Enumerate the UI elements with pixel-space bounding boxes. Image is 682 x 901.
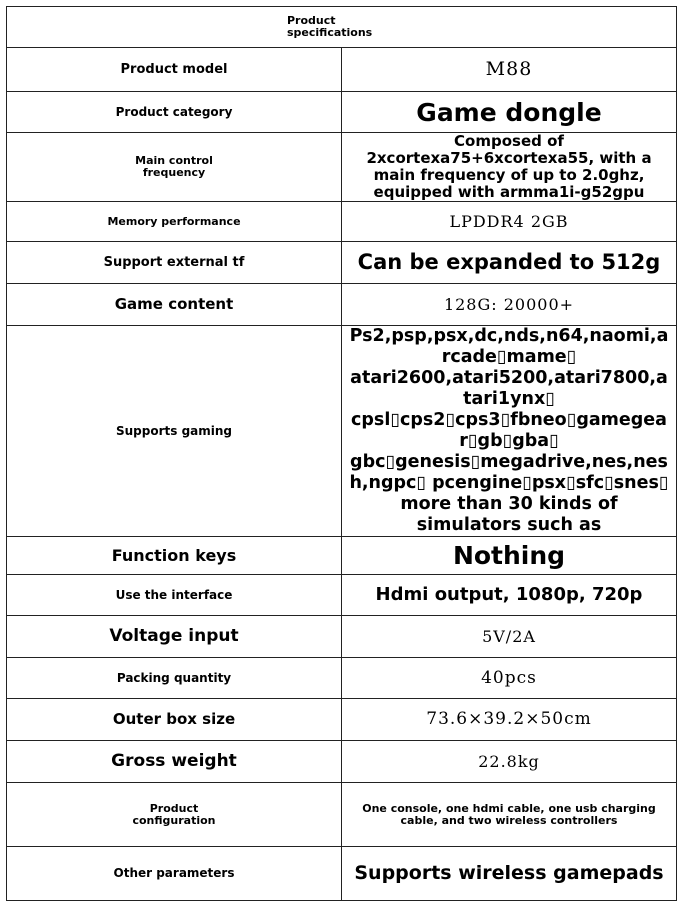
product-category-value: Game dongle [342,92,677,133]
table-row [7,284,677,326]
table-row [7,575,677,616]
main-control-frequency-value: Composed of 2xcortexa75+6xcortexa55, with a main frequency of up to 2.0ghz, equipped with armma1i-g52gpu [342,133,677,202]
product-model-value: M88 [342,48,677,92]
table-row [7,741,677,783]
voltage-input-value: 5V/2A [342,616,677,658]
row-label: Product configuration [7,783,342,847]
product-configuration-value: One console, one hdmi cable, one usb charging cable, and two wireless controllers [342,783,677,847]
other-parameters-value: Supports wireless gamepads [342,847,677,901]
table-row [7,537,677,575]
row-label: Supports gaming [7,326,342,537]
table-row [7,699,677,741]
row-label: Game content [7,284,342,326]
row-label: Product category [7,92,342,133]
row-label: Support external tf [7,242,342,284]
table-row [7,847,677,901]
table-row [7,133,677,202]
table-title: Product specifications [7,7,677,48]
table-row [7,242,677,284]
outer-box-size-value: 73.6×39.2×50cm [342,699,677,741]
table-row [7,202,677,242]
gross-weight-value: 22.8kg [342,741,677,783]
table-row [7,92,677,133]
table-row [7,783,677,847]
packing-quantity-value: 40pcs [342,658,677,699]
row-label: Gross weight [7,741,342,783]
row-label: Memory performance [7,202,342,242]
table-row [7,658,677,699]
row-label: Packing quantity [7,658,342,699]
table-row [7,616,677,658]
table-header-row [7,7,677,48]
row-label: Other parameters [7,847,342,901]
table-row [7,326,677,537]
row-label: Function keys [7,537,342,575]
row-label: Main control frequency [7,133,342,202]
interface-value: Hdmi output, 1080p, 720p [342,575,677,616]
memory-performance-value: LPDDR4 2GB [342,202,677,242]
spec-table [6,6,677,901]
function-keys-value: Nothing [342,537,677,575]
supported-emulators-value: Ps2,psp,psx,dc,nds,n64,naomi,arcade▯mame▯ atari2600,atari5200,atari7800,atari1ynx▯ cpsl▯cps2▯cps3▯fbneo▯gamegear▯gb▯gba▯ gbc▯genesis▯megadrive,nes,nesh,ngpc▯ pcengine▯psx▯sfc▯snes▯ more than 30 kinds of simulators such as [342,326,677,537]
external-tf-value: Can be expanded to 512g [342,242,677,284]
row-label: Product model [7,48,342,92]
game-content-value: 128G: 20000+ [342,284,677,326]
table-row [7,48,677,92]
row-label: Voltage input [7,616,342,658]
row-label: Outer box size [7,699,342,741]
row-label: Use the interface [7,575,342,616]
